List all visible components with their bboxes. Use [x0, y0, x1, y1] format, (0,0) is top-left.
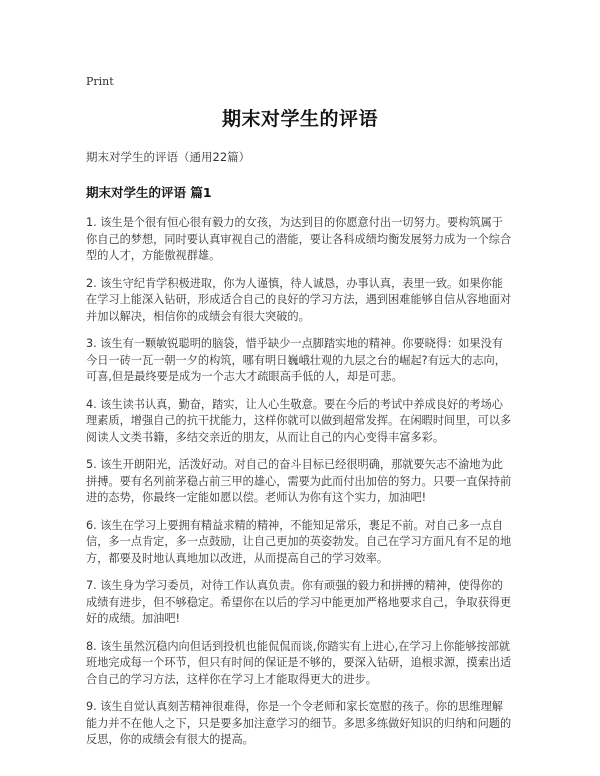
comment-paragraph-6: 6. 该生在学习上要拥有精益求精的精神，不能知足常乐，裹足不前。对自己多一点自信，多一点肯定，多一点鼓励，让自己更加的英姿勃发。自己在学习方面凡有不足的地方，都要及时地认真地加以改进，从而提高自己的学习效率。: [86, 518, 512, 565]
comment-paragraph-9: 9. 该生自觉认真刻苦精神很难得，你是一个令老师和家长宽慰的孩子。你的思维理解能力并不在他人之下，只是要多加注意学习的细节。多思多练做好知识的归纳和问题的反思，你的成绩会有很大的提高。: [86, 700, 512, 746]
comment-paragraph-3: 3. 该生有一颗敏锐聪明的脑袋，惜乎缺少一点脚踏实地的精神。你要晓得：如果没有今日一砖一瓦一朝一夕的构筑，哪有明日巍峨壮观的九层之台的崛起?有远大的志向，可喜,但是最终要是成为一个志大才疏眼高手低的人，却是可悲。: [86, 337, 506, 383]
section-heading: 期末对学生的评语 篇1: [86, 185, 212, 200]
comment-paragraph-7: 7. 该生身为学习委员，对待工作认真负责。你有顽强的毅力和拼搏的精神，使得你的成绩有进步，但不够稳定。希望你在以后的学习中能更加严格地要求自己，争取获得更好的成绩。加油吧!: [86, 579, 512, 625]
document-subtitle: 期末对学生的评语（通用22篇）: [86, 150, 251, 164]
print-link[interactable]: Print: [86, 75, 114, 88]
comment-paragraph-1: 1. 该生是个很有恒心很有毅力的女孩，为达到目的你愿意付出一切努力。要构筑属于你自己的梦想，同时要认真审视自己的潜能，要让各科成绩均衡发展努力成为一个综合型的人才，方能傲视群雄。: [86, 216, 512, 262]
page-title: 期末对学生的评语: [221, 108, 378, 130]
comment-paragraph-5: 5. 该生开朗阳光，活泼好动。对自己的奋斗目标已经很明确，那就要矢志不渝地为此拼搏。要有名列前茅稳占前三甲的雄心，需要为此而付出加倍的努力。只要一直保持前进的态势，你最终一定能如愿以偿。老师认为你有这个实力，加油吧!: [86, 458, 512, 504]
comment-paragraph-2: 2. 该生守纪肯学积极进取，你为人谨慎，待人诚恳，办事认真，表里一致。如果你能在学习上能深入钻研，形成适合自己的良好的学习方法，遇到困难能够自信从容地面对并加以解决，相信你的成绩会有很大突破的。: [86, 276, 512, 323]
comment-paragraph-4: 4. 该生读书认真，勤奋，踏实，让人心生敬意。要在今后的考试中养成良好的考场心理素质，增强自己的抗干扰能力，这样你就可以做到超常发挥。在闲暇时间里，可以多阅读人文类书籍，多结交亲近的朋友，从而让自己的内心变得丰富多彩。: [86, 397, 512, 444]
comment-paragraph-8: 8. 该生虽然沉稳内向但话到投机也能侃侃而谈,你踏实有上进心,在学习上你能够按部就班地完成每一个环节，但只有时间的保证是不够的，要深入钻研，追根求源，摸索出适合自己的学习方法，这样你在学习上才能取得更大的进步。: [86, 639, 512, 686]
